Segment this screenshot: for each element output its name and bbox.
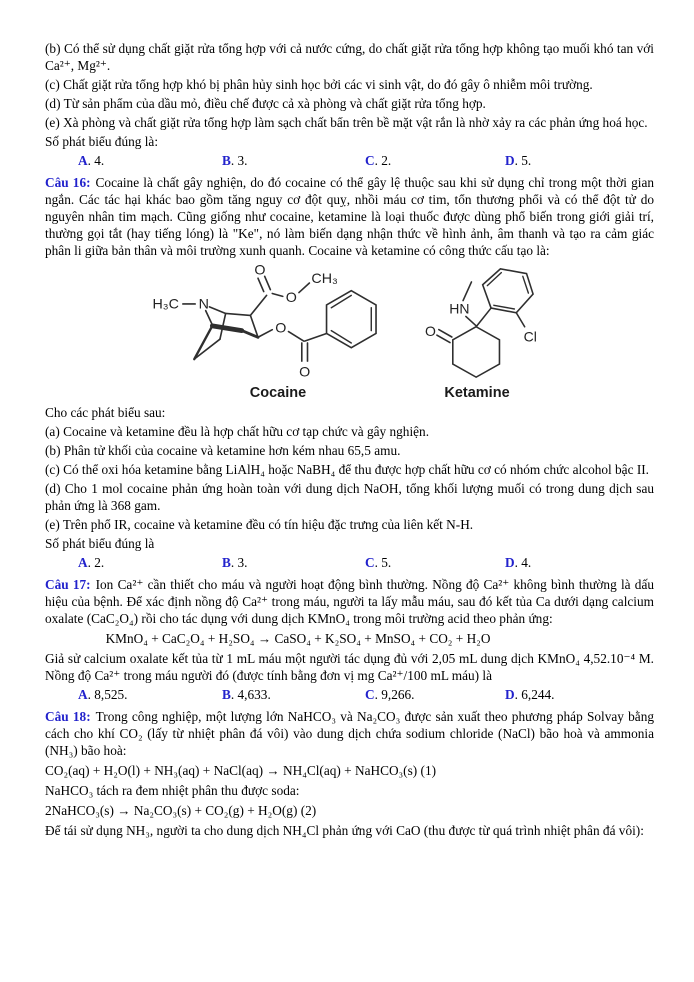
- cocaine-label: Cocaine: [249, 385, 307, 401]
- answer-options-row: [78, 554, 654, 571]
- chemical-equation-1: CO₂(aq) + H₂O(l) + NH₃(aq) + NaCl(aq) → NH₄Cl(aq) + NaHCO₃(s) (1): [45, 763, 437, 778]
- question-17-intro: [45, 576, 654, 627]
- question-18-line2: NaHCO₃ tách ra đem nhiệt phân thu được soda:: [45, 783, 300, 798]
- option-text: . 4,633.: [230, 687, 271, 702]
- atom-label-amine: HN: [449, 300, 470, 317]
- option-letter: D: [505, 687, 515, 702]
- question-18-line3: Để tái sử dụng NH₃, người ta cho dung dịch NH₄Cl phản ứng với CaO (thu được từ quá trình nhiệt phân đá vôi):: [45, 823, 644, 838]
- question-18-intro: [45, 708, 654, 759]
- option-letter: A: [78, 687, 88, 702]
- option-text: . 8,525.: [87, 687, 128, 702]
- option-text: . 5.: [374, 555, 392, 570]
- question-16-block: [45, 174, 654, 571]
- question-15-block: [45, 40, 654, 169]
- question-text: Ion Ca²⁺ cần thiết cho máu và người hoạt động bình thường. Nồng độ Ca²⁺ không bình thường là dấu hiệu của bệnh. Để xác định nồng độ Ca²⁺ trong máu, người ta lấy mẫu máu, sau đó kết tủa Ca dưới dạng calcium oxalate (CaC₂O₄) rồi cho tác dụng với dung dịch KMnO₄ trong môi trường acid theo phản ứng:: [45, 577, 654, 626]
- option-a: [78, 152, 222, 169]
- option-text: . 4.: [514, 555, 532, 570]
- question-number: Câu 17:: [45, 577, 91, 592]
- structures-row: [140, 263, 654, 402]
- atom-label-n: N: [198, 296, 209, 313]
- option-c: [365, 152, 505, 169]
- answer-options-row: [78, 152, 654, 169]
- statement: (d) Cho 1 mol cocaine phản ứng hoàn toàn với dung dịch NaOH, tổng khối lượng muối có trong dung dịch sau phản ứng là 368 gam.: [45, 481, 654, 513]
- answer-prompt: Số phát biểu đúng là:: [45, 134, 159, 149]
- option-letter: D: [505, 555, 515, 570]
- answer-options-row: [78, 686, 654, 703]
- option-c: [365, 686, 505, 703]
- option-text: . 3.: [230, 153, 248, 168]
- atom-label-ketone-o: O: [424, 323, 436, 340]
- question-16-intro: [45, 174, 654, 259]
- answer-prompt: Số phát biểu đúng là: [45, 536, 155, 551]
- atom-label-methyl: H₃C: [152, 296, 179, 313]
- atom-label-link-o: O: [275, 320, 287, 337]
- option-d: [505, 686, 654, 703]
- option-letter: C: [365, 153, 375, 168]
- question-number: Câu 18:: [45, 709, 91, 724]
- atom-label-cl: Cl: [523, 328, 537, 345]
- statement: (c) Có thể oxi hóa ketamine bằng LiAlH₄ hoặc NaBH₄ để thu được hợp chất hữu cơ có nhóm chức alcohol bậc II.: [45, 462, 649, 477]
- statement: (c) Chất giặt rửa tổng hợp khó bị phân hủy sinh học bởi các vi sinh vật, do đó gây ô nhiễm môi trường.: [45, 77, 593, 92]
- option-d: [505, 152, 654, 169]
- option-letter: A: [78, 555, 88, 570]
- cocaine-structure-image: [140, 263, 416, 383]
- option-c: [365, 554, 505, 571]
- option-a: [78, 554, 222, 571]
- option-letter: B: [222, 687, 231, 702]
- option-b: [222, 554, 365, 571]
- ketamine-label: Ketamine: [444, 385, 510, 401]
- option-b: [222, 686, 365, 703]
- option-d: [505, 554, 654, 571]
- option-text: . 6,244.: [514, 687, 555, 702]
- option-letter: B: [222, 153, 231, 168]
- option-a: [78, 686, 222, 703]
- option-letter: C: [365, 555, 375, 570]
- question-18-block: [45, 708, 654, 839]
- statement: (a) Cocaine và ketamine đều là hợp chất hữu cơ tạp chức và gây nghiện.: [45, 424, 430, 439]
- atom-label-benzoyl-o: O: [299, 364, 311, 381]
- question-text: Trong công nghiệp, một lượng lớn NaHCO₃ và Na₂CO₃ được sản xuất theo phương pháp Solvay bằng cách cho khí CO₂ (lấy từ nhiệt phân đá vôi) vào dung dịch chứa sodium chloride (NaCl) bão hoà và ammonia (NH₃) bão hoà:: [45, 709, 655, 758]
- question-17-body2: Giả sử calcium oxalate kết tủa từ 1 mL máu một người tác dụng đủ với 2,05 mL dung dịch KMnO₄ 4,52.10⁻⁴ M. Nồng độ Ca²⁺ trong máu người đó (được tính bằng đơn vị mg Ca²⁺/100 mL máu) là: [45, 651, 654, 683]
- question-text: Cocaine là chất gây nghiện, do đó cocaine có thể gây lệ thuộc sau khi sử dụng chỉ trong một thời gian ngắn. Các tác hại khác bao gồm tăng nguy cơ đột quỵ, nhồi máu cơ tim, tổn thương phổi và có thể đột tử do nguyên nhân tim mạch. Cũng giống như cocaine, ketamine là loại thuốc được dùng phổ biến trong giới giải trí, thường gọi tắt (hay tiếng lóng) là "Ke", nó làm biến dạng nhận thức về hình ảnh, âm thanh và tạo ra cảm giác phân li giữa bản thân và môi trường xunh quanh. Cocaine và ketamine có công thức cấu tạo là:: [45, 175, 654, 258]
- option-text: . 2.: [374, 153, 392, 168]
- option-letter: C: [365, 687, 375, 702]
- cocaine-figure: [140, 263, 416, 402]
- option-letter: B: [222, 555, 231, 570]
- statement: (e) Trên phổ IR, cocaine và ketamine đều có tín hiệu đặc trưng của liên kết N-H.: [45, 517, 474, 532]
- statement: (b) Phân tử khối của cocaine và ketamine hơn kém nhau 65,5 amu.: [45, 443, 401, 458]
- chemical-equation: KMnO₄ + CaC₂O₄ + H₂SO₄ → CaSO₄ + K₂SO₄ + MnSO₄ + CO₂ + H₂O: [105, 631, 491, 646]
- statement: (d) Từ sản phẩm của dầu mỏ, điều chế được cả xà phòng và chất giặt rửa tổng hợp.: [45, 96, 486, 111]
- option-text: . 4.: [87, 153, 105, 168]
- option-text: . 9,266.: [374, 687, 415, 702]
- option-text: . 2.: [87, 555, 105, 570]
- option-text: . 3.: [230, 555, 248, 570]
- atom-label-carbonyl-o: O: [254, 263, 266, 279]
- statements-header: Cho các phát biểu sau:: [45, 405, 166, 420]
- option-letter: D: [505, 153, 515, 168]
- option-letter: A: [78, 153, 88, 168]
- statement: (b) Có thể sử dụng chất giặt rửa tổng hợp với cả nước cứng, do chất giặt rửa tổng hợp không tạo muối khó tan với Ca²⁺, Mg²⁺.: [45, 41, 654, 73]
- question-17-block: [45, 576, 654, 703]
- atom-label-methoxy: CH₃: [311, 271, 338, 288]
- atom-label-ester-o: O: [285, 290, 297, 307]
- chemical-equation-2: 2NaHCO₃(s) → Na₂CO₃(s) + CO₂(g) + H₂O(g) (2): [45, 803, 317, 818]
- option-b: [222, 152, 365, 169]
- option-text: . 5.: [514, 153, 532, 168]
- question-number: Câu 16:: [45, 175, 91, 190]
- statement: (e) Xà phòng và chất giặt rửa tổng hợp làm sạch chất bẩn trên bề mặt vật rắn là nhờ xảy ra các phản ứng hoá học.: [45, 115, 648, 130]
- ketamine-figure: [422, 263, 562, 402]
- ketamine-structure-image: [422, 263, 562, 383]
